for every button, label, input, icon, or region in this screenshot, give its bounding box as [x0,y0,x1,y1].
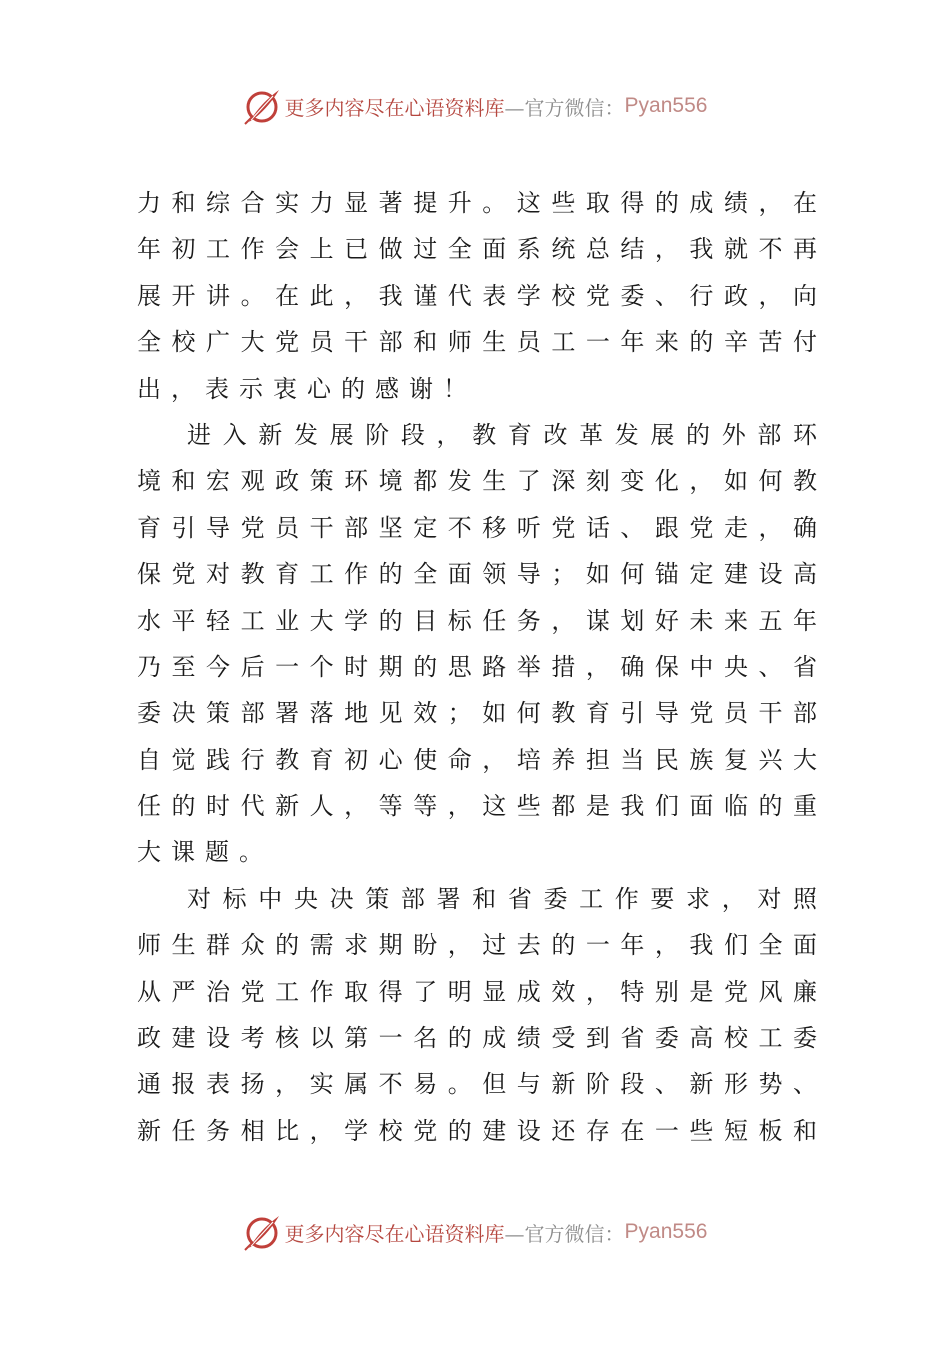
text-line: 对标中央决策部署和省委工作要求，对照 [187,884,817,913]
text-line: 新任务相比，学校党的建设还存在一些短板和 [137,1116,817,1145]
header-wechat-id: Pyan556 [624,94,708,117]
body-text [137,180,817,1154]
quill-logo-icon [243,1212,283,1252]
footer-wechat-id: Pyan556 [624,1220,708,1243]
text-line: 委决策部署落地见效；如何教育引导党员干部 [137,699,817,728]
header-brand-text: 更多内容尽在心语资料库 [284,95,505,120]
text-line: 保党对教育工作的全面领导；如何锚定建设高 [137,560,817,589]
footer-banner [0,1210,950,1254]
quill-logo-icon [243,86,283,126]
text-line: 年初工作会上已做过全面系统总结，我就不再 [137,235,817,264]
text-line: 大课题。 [137,838,273,867]
text-line: 师生群众的需求期盼，过去的一年，我们全面 [137,931,817,960]
text-line: 乃至今后一个时期的思路举措，确保中央、省 [137,652,817,681]
footer-contact-text: —官方微信： [504,1221,625,1246]
text-line: 境和宏观政策环境都发生了深刻变化，如何教 [137,467,817,496]
text-line: 通报表扬，实属不易。但与新阶段、新形势、 [137,1070,817,1099]
text-line: 展开讲。在此，我谨代表学校党委、行政，向 [137,281,817,310]
header-contact-text: —官方微信： [504,95,625,120]
text-line: 力和综合实力显著提升。这些取得的成绩，在 [137,189,817,217]
text-line: 任的时代新人，等等，这些都是我们面临的重 [137,792,817,821]
text-line: 自觉践行教育初心使命，培养担当民族复兴大 [137,745,817,774]
text-line: 出，表示衷心的感谢！ [137,374,477,403]
text-line: 政建设考核以第一名的成绩受到省委高校工委 [137,1024,817,1053]
text-line: 育引导党员干部坚定不移听党话、跟党走，确 [137,513,817,542]
header-banner [0,84,950,128]
text-line: 全校广大党员干部和师生员工一年来的辛苦付 [137,328,817,357]
text-line: 水平轻工业大学的目标任务，谋划好未来五年 [137,606,817,635]
footer-brand-text: 更多内容尽在心语资料库 [284,1221,505,1246]
text-line: 进入新发展阶段，教育改革发展的外部环 [187,420,817,449]
text-line: 从严治党工作取得了明显成效，特别是党风廉 [137,977,817,1006]
